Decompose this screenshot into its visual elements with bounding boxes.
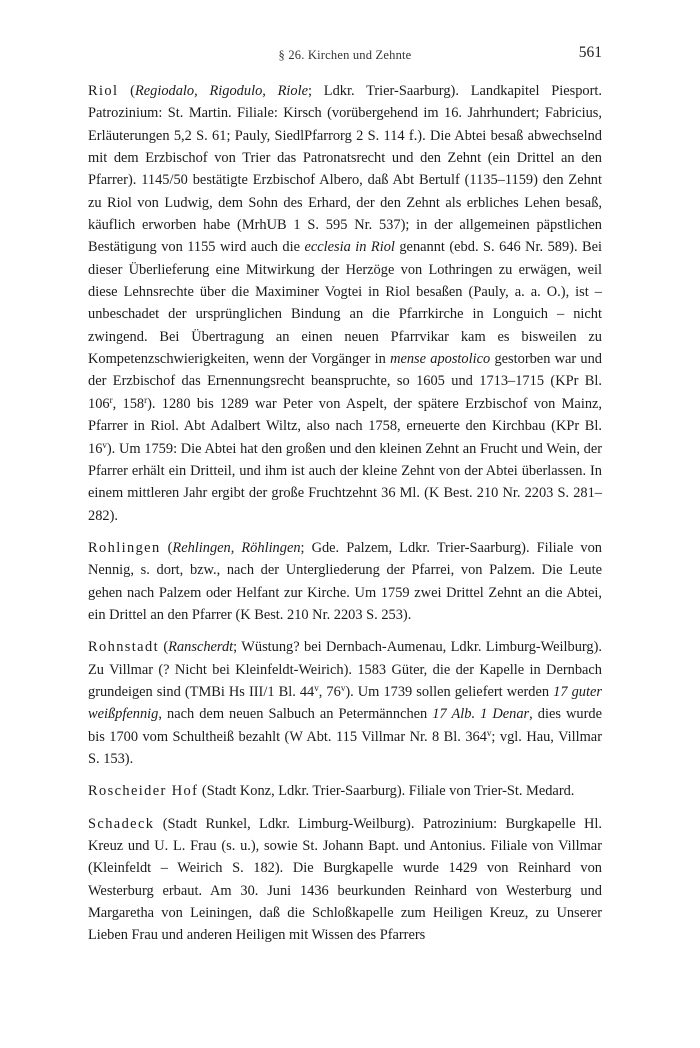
entry-text: gestorben war und der Erzbischof das Ernennungsrecht beanspruchte, so 1605 und 1713–1715 (KPr Bl. 106 bbox=[88, 351, 602, 412]
folio-superscript: v bbox=[340, 682, 346, 693]
entry-headword: Schadeck bbox=[88, 815, 155, 832]
italic-text: Rehlingen, Röhlingen bbox=[172, 539, 301, 556]
entry-text: (Stadt Konz, Ldkr. Trier-Saarburg). Filiale von Trier-St. Medard. bbox=[198, 783, 575, 800]
entry-text: ( bbox=[118, 83, 135, 99]
entry-roscheider-hof bbox=[88, 780, 602, 802]
italic-text: Regiodalo, Rigodulo, Riole bbox=[134, 83, 309, 99]
entry-headword: Roscheider Hof bbox=[88, 783, 199, 800]
entry-text: , 76 bbox=[318, 683, 341, 700]
running-title: § 26. Kirchen und Zehnte bbox=[278, 48, 412, 62]
italic-text: ecclesia in Riol bbox=[304, 239, 395, 256]
book-page bbox=[88, 44, 602, 957]
entry-headword: Riol bbox=[88, 83, 119, 99]
entry-text: ). Um 1759: Die Abtei hat den großen und den kleinen Zehnt an Frucht und Wein, der Pfarrer erhält ein Dritteil, und ihm ist auch der kleine Zehnt von der Abtei überlassen. In einem mittleren Jahr ergibt der große Fruchtzehnt 36 Ml. (K Best. 210 Nr. 2203 S. 281–282). bbox=[88, 440, 602, 524]
entry-text: ; vgl. Hau, Villmar S. 153). bbox=[88, 728, 602, 767]
italic-text: 17 guter weißpfennig bbox=[88, 683, 602, 723]
folio-superscript: r bbox=[109, 394, 113, 405]
entry-headword: Rohlingen bbox=[88, 539, 161, 556]
entry-list bbox=[88, 80, 602, 947]
entry-text: ( bbox=[158, 639, 169, 656]
entry-rohnstadt bbox=[88, 636, 602, 770]
entry-text: ; Ldkr. Trier-Saarburg). Landkapitel Piesport. Patrozinium: St. Martin. Filiale: Kirsch (vorübergehend im 16. Jahrhundert; Fabricius, Erläuterungen 5,2 S. 61; Pauly, SiedlPfarrorg 2 S. 114 f.). Die Abtei besaß abwechselnd mit dem Erzbischof von Trier das Patronatsrecht und den Zehnt (ein Drittel an den Pfarrer). 1145/50 bestätigte Erzbischof Albero, daß Abt Bertulf (1135–1159) den Zehnt zu Riol von Ludwig, dem Sohn des Erhard, der den Zehnt als erbliches Lehen besaß, käuflich erworben habe (MrhUB 1 S. 595 Nr. 537); in der allgemeinen päpstlichen Bestätigung von 1155 wird auch die bbox=[88, 83, 602, 256]
entry-text: ; Gde. Palzem, Ldkr. Trier-Saarburg). Filiale von Nennig, s. dort, bzw., nach der Untergliederung der Pfarrei, von Palzem. Die Leute gehen nach Palzem oder Helfant zur Kirche. Um 1759 zwei Drittel Zehnt an die Abtei, ein Drittel an den Pfarrer (K Best. 210 Nr. 2203 S. 253). bbox=[88, 539, 603, 623]
entry-riol bbox=[88, 80, 602, 527]
entry-text: , dies wurde bis 1700 vom Schultheiß bezahlt (W Abt. 115 Villmar Nr. 8 Bl. 364 bbox=[88, 706, 602, 745]
entry-text: (Stadt Runkel, Ldkr. Limburg-Weilburg). Patrozinium: Burgkapelle Hl. Kreuz und U. L. Frau (s. u.), sowie St. Johann Bapt. und Antonius. Filiale von Villmar (Kleinfeldt – Weirich S. 182). Die Burgkapelle wurde 1429 von Reinhard von Westerburg erbaut. Am 30. Juni 1436 beurkunden Reinhard von Westerburg und Margaretha von Leiningen, daß die Schloßkapelle zum Heiligen Kreuz, zu Unserer Lieben Frau und anderen Heiligen mit Wissen des Pfarrers bbox=[88, 815, 602, 944]
entry-text: ( bbox=[160, 539, 173, 556]
entry-text: ). Um 1739 sollen geliefert werden bbox=[345, 683, 554, 700]
folio-superscript: v bbox=[102, 439, 107, 450]
entry-rohlingen bbox=[88, 537, 602, 626]
entry-text: ; Wüstung? bei Dernbach-Aumenau, Ldkr. Limburg-Weilburg). Zu Villmar (? Nicht bei Kleinfeldt-Weirich). 1583 Güter, die der Kapelle in Dernbach grundeigen sind (TMBi Hs III/1 Bl. 44 bbox=[88, 639, 603, 700]
folio-superscript: v bbox=[314, 682, 319, 693]
italic-text: mense apostolico bbox=[390, 351, 491, 368]
entry-text: , 158 bbox=[112, 395, 145, 412]
entry-schadeck bbox=[88, 813, 602, 947]
folio-superscript: v bbox=[486, 727, 492, 738]
entry-text: , nach dem neuen Salbuch an Petermännchen bbox=[158, 706, 433, 723]
entry-headword: Rohnstadt bbox=[88, 639, 159, 656]
italic-text: Ranscherdt bbox=[168, 639, 234, 656]
entry-text: genannt (ebd. S. 646 Nr. 589). Bei dieser Überlieferung eine Mitwirkung der Herzöge von Lothringen zu erwägen, weil diese Lehnsrechte über die Maximiner Vogtei in Riol besaßen (Pauly, a. a. O.), ist – unbeschadet der ursprünglichen Bindung an die Pfarrkirche in Longuich – nicht zwingend. Bei Übertragung an einen neuen Pfarrvikar kam es bisweilen zu Kompetenzschwierigkeiten, wenn der Vorgänger in bbox=[88, 239, 602, 368]
italic-text: 17 Alb. 1 Denar bbox=[432, 706, 530, 723]
page-number: 561 bbox=[578, 44, 602, 61]
entry-text: ). 1280 bis 1289 war Peter von Aspelt, der spätere Erzbischof von Mainz, Pfarrer in Riol. Abt Adalbert Wiltz, also nach 1758, erneuerte den Kirchbau (KPr Bl. 16 bbox=[88, 395, 602, 457]
folio-superscript: r bbox=[144, 394, 148, 405]
running-head bbox=[88, 44, 602, 66]
